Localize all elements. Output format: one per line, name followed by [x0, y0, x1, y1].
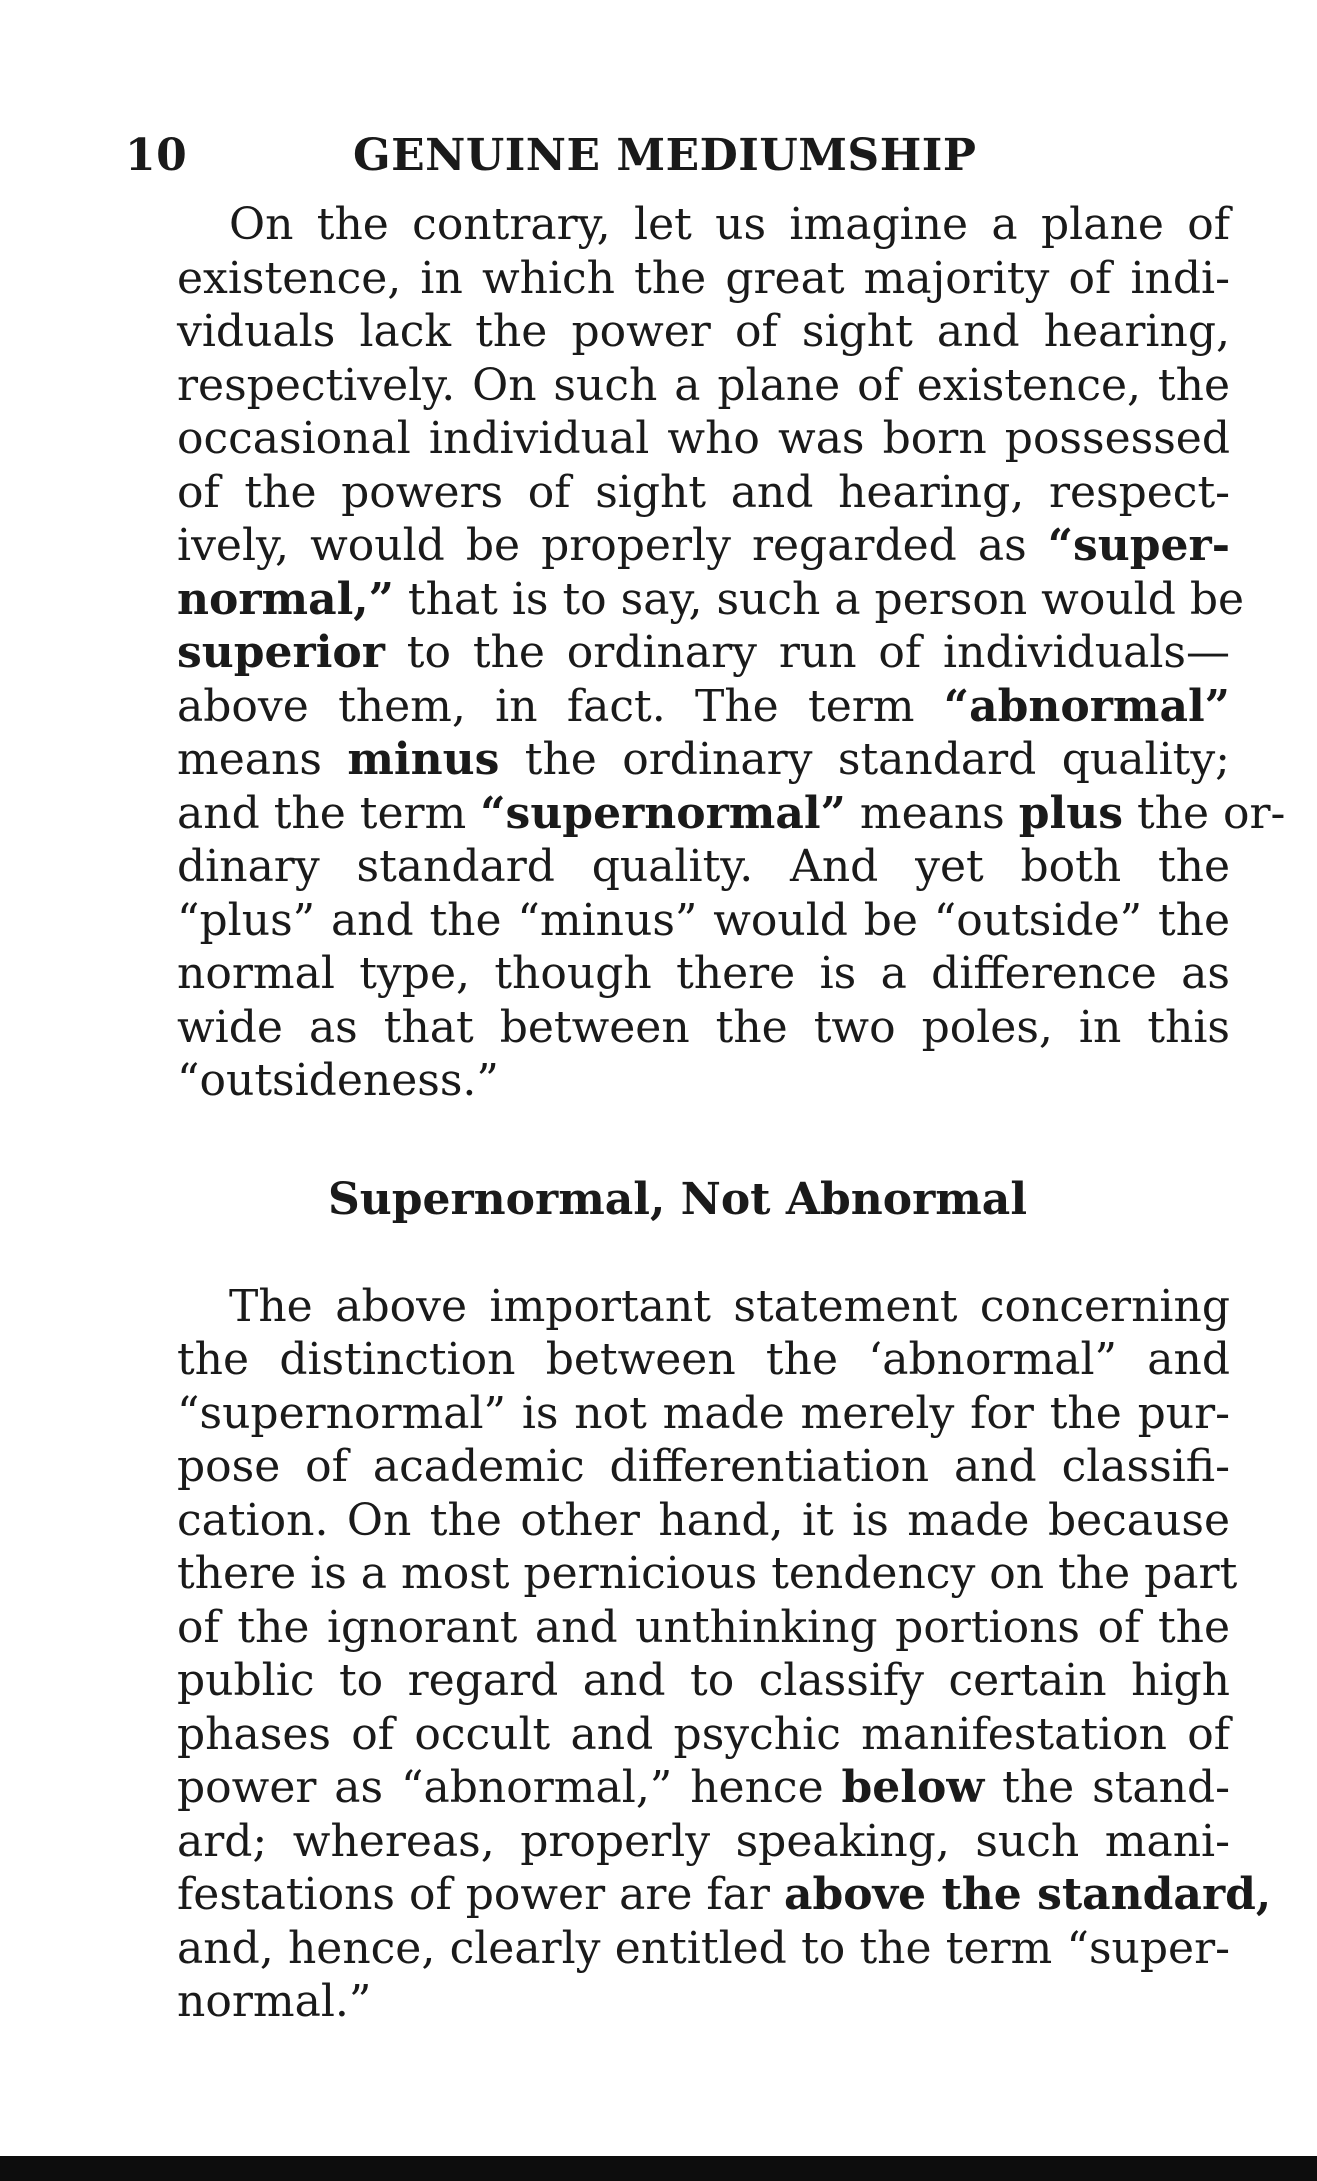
- text-line: viduals lack the power of sight and hearing,: [177, 306, 1230, 357]
- text-line: normal.”: [177, 1976, 372, 2027]
- text-line: normal type, though there is a difference as: [177, 948, 1230, 999]
- book-page: [125, 128, 1286, 2029]
- text-line: The above important statement concerning: [229, 1280, 1230, 1332]
- text-line: “plus” and the “minus” would be “outside” the: [177, 894, 1230, 946]
- page-number: 10: [125, 130, 188, 181]
- text-line: of the powers of sight and hearing, respect-: [177, 466, 1230, 518]
- text-line: ively, would be properly regarded as “super-: [177, 520, 1230, 571]
- text-line: normal,” that is to say, such a person would be: [177, 573, 1245, 625]
- text-line: of the ignorant and unthinking portions of the: [177, 1601, 1230, 1653]
- text-line: “supernormal” is not made merely for the pur-: [177, 1387, 1230, 1439]
- text-line: cation. On the other hand, it is made because: [177, 1494, 1230, 1546]
- text-line: festations of power are far above the standard,: [177, 1869, 1272, 1920]
- text-line: and the term “supernormal” means plus the or-: [177, 787, 1286, 839]
- text-line: means minus the ordinary standard quality;: [177, 734, 1231, 785]
- text-line: pose of academic differentiation and classifi-: [177, 1441, 1230, 1492]
- running-title: GENUINE MEDIUMSHIP: [353, 130, 977, 181]
- text-line: phases of occult and psychic manifestation of: [177, 1708, 1230, 1760]
- text-line: On the contrary, let us imagine a plane of: [229, 199, 1230, 250]
- running-head: [125, 128, 1230, 184]
- section-heading: Supernormal, Not Abnormal: [327, 1173, 1028, 1225]
- text-line: wide as that between the two poles, in this: [177, 1001, 1230, 1053]
- text-line: the distinction between the ‘abnormal” and: [177, 1334, 1230, 1385]
- text-line: “outsideness.”: [177, 1055, 499, 1106]
- bottom-edge-rule: [0, 2156, 1317, 2181]
- text-line: existence, in which the great majority of indi-: [177, 252, 1230, 304]
- paragraph-1: [125, 198, 1286, 1108]
- text-line: dinary standard quality. And yet both the: [177, 841, 1230, 892]
- text-line: power as “abnormal,” hence below the stand-: [177, 1762, 1230, 1813]
- text-line: there is a most pernicious tendency on the part: [177, 1548, 1238, 1599]
- text-line: superior to the ordinary run of individuals—: [177, 627, 1230, 678]
- text-line: above them, in fact. The term “abnormal”: [177, 680, 1230, 732]
- text-line: occasional individual who was born possessed: [177, 413, 1230, 464]
- text-line: ard; whereas, properly speaking, such mani-: [177, 1815, 1230, 1867]
- paragraph-2: [125, 1280, 1272, 2029]
- text-line: public to regard and to classify certain high: [177, 1655, 1230, 1706]
- text-line: and, hence, clearly entitled to the term “super-: [177, 1922, 1230, 1974]
- text-line: respectively. On such a plane of existence, the: [177, 359, 1230, 411]
